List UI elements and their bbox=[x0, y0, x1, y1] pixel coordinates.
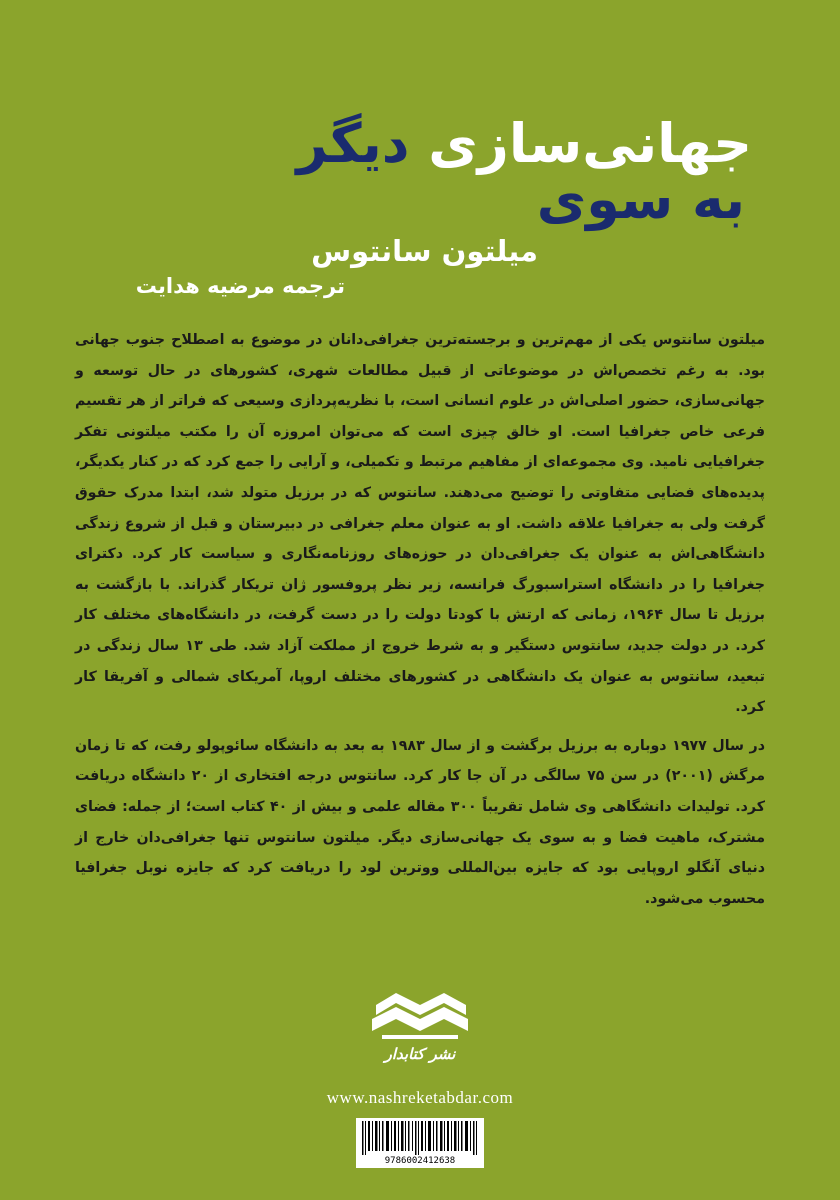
book-title-line1 bbox=[284, 112, 752, 175]
publisher-logo-text: نشر کتابدار bbox=[384, 1045, 456, 1063]
publisher-logo bbox=[362, 985, 478, 1065]
barcode-bars bbox=[360, 1121, 480, 1155]
back-cover-description bbox=[75, 325, 765, 922]
book-title-accent: دیگر bbox=[296, 112, 410, 175]
description-paragraph-2: در سال ۱۹۷۷ دوباره به برزیل برگشت و از سال ۱۹۸۳ به بعد به دانشگاه سائوپولو رفت، که تا زمان مرگش (۲۰۰۱) در سن ۷۵ سالگی در آن جا کار کرد. سانتوس درجه افتخاری از ۲۰ دانشگاه دریافت کرد. تولیدات دانشگاهی وی شامل تقریباً ۳۰۰ مقاله علمی و بیش از ۴۰ کتاب است؛ از جمله: فضای مشترک، ماهیت فضا و به سوی یک جهانی‌سازی دیگر. میلتون سانتوس تنها جغرافی‌دان خارج از دنیای آنگلو اروپایی بود که جایزه بین‌المللی ووترین لود را دریافت کرد که جایزه نوبل جغرافیا محسوب می‌شود. bbox=[75, 737, 765, 907]
title-block bbox=[0, 0, 840, 300]
translator-credit: ترجمه مرضیه هدایت bbox=[135, 274, 345, 298]
book-title-line2: به سوی bbox=[536, 168, 745, 231]
book-title-main: جهانی‌سازی bbox=[428, 112, 752, 175]
publisher-website: www.nashreketabdar.com bbox=[326, 1088, 514, 1107]
isbn-barcode bbox=[356, 1118, 484, 1168]
description-paragraph-1: میلتون سانتوس یکی از مهم‌ترین و برجسته‌ترین جغرافی‌دانان در موضوع به اصطلاح جنوب جهانی بود. به رغم تخصص‌اش در موضوعاتی از قبیل مطالعات شهری، کشورهای در حال توسعه و جهانی‌سازی، حضور اصلی‌اش در علوم انسانی است، با نظریه‌پردازی وسیعی که فراتر از هر تقسیم فرعی خاص جغرافیا است. او خالق چیزی است که می‌توان امروزه آن را مکتب میلتونی تفکر جغرافیایی نامید. وی مجموعه‌ای از مفاهیم مرتبط و تکمیلی، و آرایی را جمع کرد که در کنار یکدیگر، پدیده‌های فضایی متفاوتی را توضیح می‌دهند. سانتوس که در برزیل متولد شد، ابتدا مدرک حقوق گرفت ولی به جغرافیا علاقه داشت. او به عنوان معلم جغرافی در دبیرستان و قبل از شروع زندگی دانشگاهی‌اش به عنوان یک جغرافی‌دان در حوزه‌های روزنامه‌نگاری و سیاست کار کرد. دکترای جغرافیا را در دانشگاه استراسبورگ فرانسه، زیر نظر پروفسور ژان تریکار گذراند. با بازگشت به برزیل تا سال ۱۹۶۴، زمانی که ارتش با کودتا دولت را در دست گرفت، در دانشگاه‌های مختلف کار کرد. در دولت جدید، سانتوس دستگیر و به شرط خروج از مملکت آزاد شد. طی ۱۳ سال زندگی در تبعید، سانتوس به عنوان یک دانشگاهی در کشورهای مختلف اروپا، آمریکای شمالی و آفریقا کار کرد. bbox=[75, 332, 765, 716]
author-name: میلتون سانتوس bbox=[311, 234, 538, 268]
isbn-number: 9786002412638 bbox=[384, 1156, 456, 1166]
